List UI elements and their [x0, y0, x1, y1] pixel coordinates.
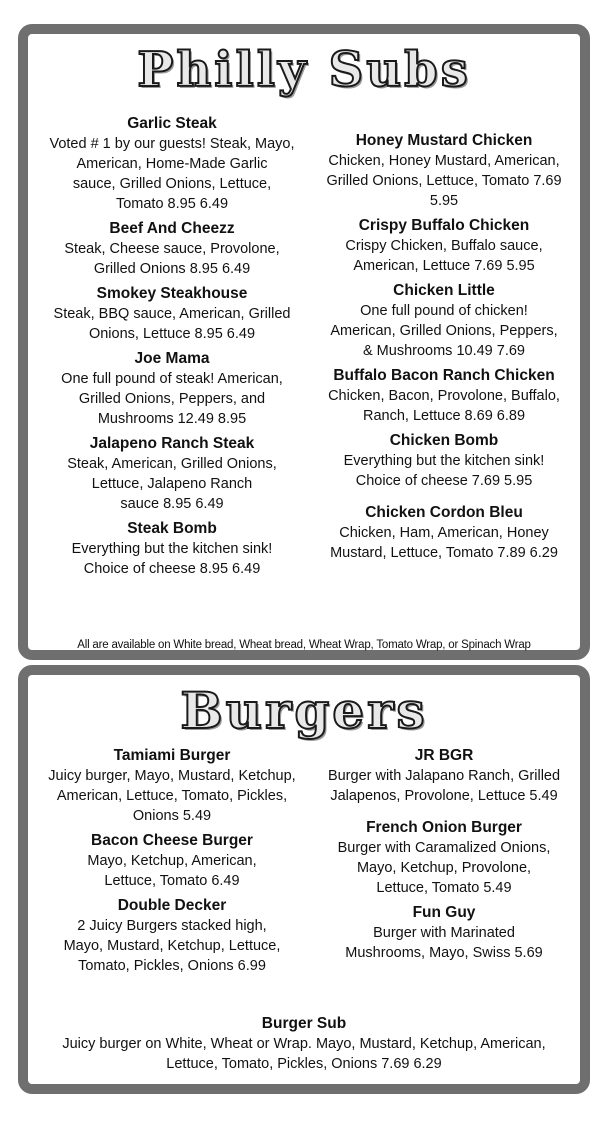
item-description-line: One full pound of steak! American,: [61, 371, 283, 387]
item-description-line: Everything but the kitchen sink!: [343, 453, 545, 469]
philly-subs-right-column: [312, 131, 576, 563]
item-description-line: Mustard, Lettuce, Tomato 7.89 6.29: [330, 545, 558, 561]
item-description-line: 5.95: [429, 193, 459, 209]
menu-item-buffalo-bacon-ranch-chicken: [312, 366, 576, 426]
item-name: Burger Sub: [261, 1015, 347, 1032]
item-name: Chicken Bomb: [389, 432, 499, 449]
item-description-line: Choice of cheese 7.69 5.95: [355, 473, 533, 489]
item-description-line: Grilled Onions, Lettuce, Tomato 7.69: [326, 173, 562, 189]
item-description-line: Tomato 8.95 6.49: [115, 196, 229, 212]
item-name: Jalapeno Ranch Steak: [89, 435, 255, 452]
item-description-line: American, Grilled Onions, Peppers,: [330, 323, 558, 339]
item-name: Fun Guy: [412, 904, 476, 921]
item-description-line: Grilled Onions, Peppers, and: [78, 391, 266, 407]
burgers-left-column: [42, 746, 302, 976]
menu-item-joe-mama: [42, 349, 302, 429]
item-description-line: Steak, American, Grilled Onions,: [67, 456, 277, 472]
item-description-line: Lettuce, Tomato, Pickles, Onions 7.69 6.29: [166, 1056, 442, 1072]
menu-item-burger-sub: [34, 1014, 574, 1074]
philly-subs-title: Philly Subs: [137, 42, 471, 98]
item-name: Honey Mustard Chicken: [355, 132, 533, 149]
item-description-line: Mushrooms 12.49 8.95: [97, 411, 247, 427]
item-description-line: American, Lettuce, Tomato, Pickles,: [56, 788, 288, 804]
item-description-line: Mayo, Ketchup, American,: [87, 853, 257, 869]
philly-subs-panel: [18, 24, 590, 660]
item-name: Tamiami Burger: [113, 747, 231, 764]
burgers-right-column: [312, 746, 576, 963]
item-description-line: Steak, BBQ sauce, American, Grilled: [53, 306, 291, 322]
menu-item-chicken-bomb: [312, 431, 576, 491]
item-description-line: Burger with Marinated: [373, 925, 515, 941]
item-name: Chicken Little: [393, 282, 495, 299]
burgers-title: Burgers: [180, 681, 428, 740]
menu-item-steak-bomb: [42, 519, 302, 579]
item-name: Steak Bomb: [127, 520, 217, 537]
menu-item-chicken-little: [312, 281, 576, 361]
item-name: Beef And Cheezz: [109, 220, 235, 237]
item-description-line: Chicken, Ham, American, Honey: [339, 525, 549, 541]
item-description-line: One full pound of chicken!: [360, 303, 528, 319]
menu-item-jr-bgr: [312, 746, 576, 806]
item-name: Chicken Cordon Bleu: [365, 504, 523, 521]
item-description-line: Chicken, Honey Mustard, American,: [328, 153, 560, 169]
item-description-line: Lettuce, Jalapeno Ranch: [91, 476, 253, 492]
item-description-line: American, Lettuce 7.69 5.95: [353, 258, 535, 274]
philly-subs-left-column: [42, 114, 302, 579]
item-name: Bacon Cheese Burger: [91, 832, 253, 849]
item-description-line: Grilled Onions 8.95 6.49: [93, 261, 251, 277]
menu-item-bacon-cheese-burger: [42, 831, 302, 891]
item-description-line: Choice of cheese 8.95 6.49: [83, 561, 261, 577]
item-name: Double Decker: [117, 897, 227, 914]
menu-item-tamiami-burger: [42, 746, 302, 826]
item-description-line: Everything but the kitchen sink!: [71, 541, 273, 557]
item-description-line: 2 Juicy Burgers stacked high,: [77, 918, 267, 934]
menu-item-garlic-steak: [42, 114, 302, 214]
item-description-line: sauce, Grilled Onions, Lettuce,: [72, 176, 272, 192]
burgers-panel: [18, 665, 590, 1094]
item-description-line: Burger with Jalapano Ranch, Grilled: [327, 768, 561, 784]
menu-item-french-onion-burger: [312, 818, 576, 898]
item-name: Crispy Buffalo Chicken: [358, 217, 530, 234]
item-description-line: Onions 5.49: [132, 808, 212, 824]
item-description-line: Lettuce, Tomato 6.49: [104, 873, 240, 889]
item-name: French Onion Burger: [366, 819, 522, 836]
item-description-line: Mayo, Ketchup, Provolone,: [356, 860, 532, 876]
item-description-line: Steak, Cheese sauce, Provolone,: [64, 241, 280, 257]
item-description-line: Chicken, Bacon, Provolone, Buffalo,: [328, 388, 560, 404]
item-description-line: American, Home-Made Garlic: [76, 156, 268, 172]
menu-item-crispy-buffalo-chicken: [312, 216, 576, 276]
item-description-line: Burger with Caramalized Onions,: [337, 840, 551, 856]
item-description-line: Juicy burger, Mayo, Mustard, Ketchup,: [48, 768, 296, 784]
item-description-line: Juicy burger on White, Wheat or Wrap. Mayo, Mustard, Ketchup, American,: [62, 1036, 546, 1052]
item-name: JR BGR: [414, 747, 474, 764]
item-description-line: Crispy Chicken, Buffalo sauce,: [345, 238, 543, 254]
menu-item-jalapeno-ranch-steak: [42, 434, 302, 514]
menu-item-smokey-steakhouse: [42, 284, 302, 344]
item-name: Garlic Steak: [127, 115, 217, 132]
item-description-line: Mayo, Mustard, Ketchup, Lettuce,: [63, 938, 281, 954]
item-name: Buffalo Bacon Ranch Chicken: [333, 367, 555, 384]
item-description-line: sauce 8.95 6.49: [120, 496, 224, 512]
item-description-line: Voted # 1 by our guests! Steak, Mayo,: [49, 136, 295, 152]
menu-item-beef-and-cheezz: [42, 219, 302, 279]
item-description-line: & Mushrooms 10.49 7.69: [362, 343, 525, 359]
item-name: Joe Mama: [134, 350, 210, 367]
item-name: Smokey Steakhouse: [96, 285, 248, 302]
item-description-line: Lettuce, Tomato 5.49: [376, 880, 512, 896]
item-description-line: Onions, Lettuce 8.95 6.49: [88, 326, 256, 342]
item-description-line: Ranch, Lettuce 8.69 6.89: [362, 408, 526, 424]
menu-item-double-decker: [42, 896, 302, 976]
item-description-line: Tomato, Pickles, Onions 6.99: [78, 958, 266, 974]
item-description-line: Mushrooms, Mayo, Swiss 5.69: [345, 945, 543, 961]
menu-item-honey-mustard-chicken: [312, 131, 576, 211]
burgers-bottom-row: [34, 1014, 574, 1074]
item-description-line: Jalapenos, Provolone, Lettuce 5.49: [330, 788, 558, 804]
menu-item-fun-guy: [312, 903, 576, 963]
menu-item-chicken-cordon-bleu: [312, 503, 576, 563]
bread-options-note: All are available on White bread, Wheat bread, Wheat Wrap, Tomato Wrap, or Spinach Wrap: [77, 639, 531, 651]
